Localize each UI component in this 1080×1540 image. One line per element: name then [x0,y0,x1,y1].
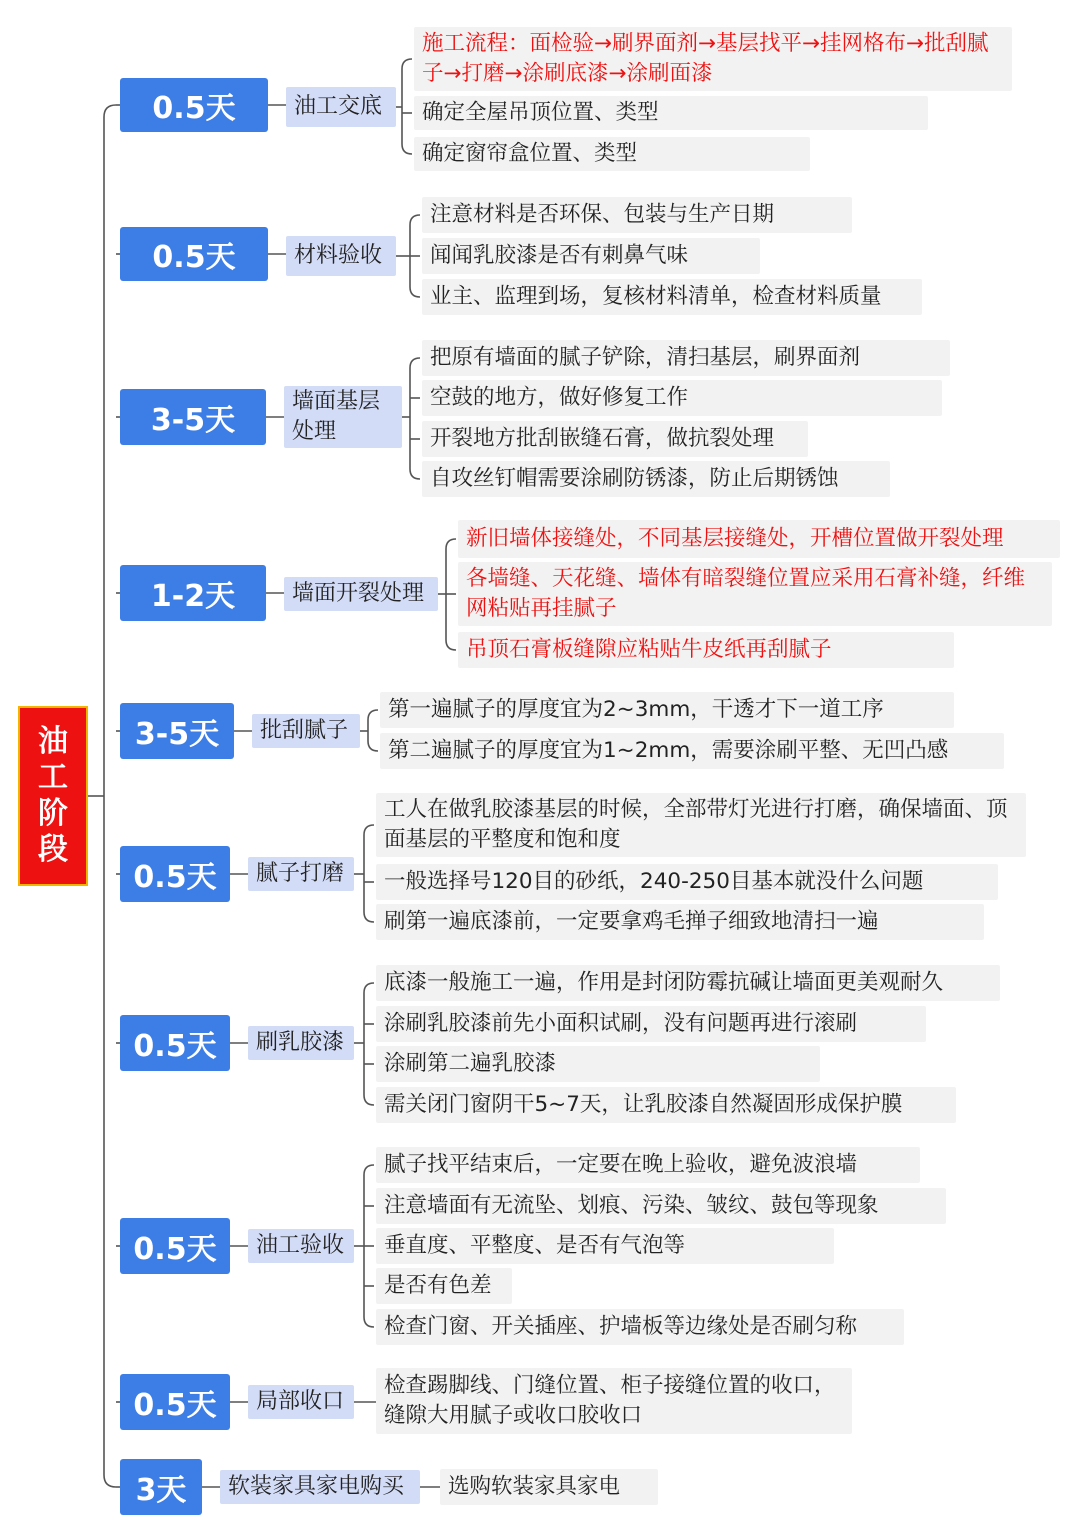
stage-name: 墙面基层处理 [284,386,402,448]
detail-note: 闻闻乳胶漆是否有刺鼻气味 [422,238,760,274]
leaf-bracket [364,825,374,922]
detail-note: 施工流程：面检验→刷界面剂→基层找平→挂网格布→批刮腻子→打磨→涂刷底漆→涂刷面漆 [414,27,1012,91]
duration-badge: 3-5天 [120,389,266,445]
duration-badge: 3天 [120,1459,202,1515]
stage-name: 软装家具家电购买 [220,1470,420,1504]
main-trunk-line [104,105,116,1487]
detail-note: 检查踢脚线、门缝位置、柜子接缝位置的收口，缝隙大用腻子或收口胶收口 [376,1368,852,1434]
duration-badge: 0.5天 [120,846,230,902]
detail-note: 底漆一般施工一遍，作用是封闭防霉抗碱让墙面更美观耐久 [376,965,1000,1001]
leaf-bracket [364,1165,374,1327]
detail-note: 腻子找平结束后，一定要在晚上验收，避免波浪墙 [376,1147,920,1183]
detail-note: 吊顶石膏板缝隙应粘贴牛皮纸再刮腻子 [458,632,954,668]
stage-name: 材料验收 [286,236,396,276]
duration-badge: 0.5天 [120,227,268,281]
stage-name: 墙面开裂处理 [284,577,438,611]
leaf-bracket [364,983,374,1105]
stage-name: 油工交底 [286,87,396,127]
leaf-bracket [410,215,420,297]
detail-note: 确定窗帘盒位置、类型 [414,137,810,171]
stage-name: 油工验收 [248,1229,354,1263]
detail-note: 新旧墙体接缝处，不同基层接缝处，开槽位置做开裂处理 [458,520,1060,558]
detail-note: 空鼓的地方，做好修复工作 [422,380,942,416]
detail-note: 自攻丝钉帽需要涂刷防锈漆，防止后期锈蚀 [422,461,890,497]
duration-badge: 1-2天 [120,565,266,621]
stage-name: 腻子打磨 [248,857,354,891]
detail-note: 把原有墙面的腻子铲除，清扫基层，刷界面剂 [422,340,950,376]
duration-badge: 0.5天 [120,1015,230,1071]
leaf-bracket [402,59,412,154]
detail-note: 各墙缝、天花缝、墙体有暗裂缝位置应采用石膏补缝，纤维网粘贴再挂腻子 [458,562,1052,626]
detail-note: 涂刷第二遍乳胶漆 [376,1046,820,1082]
root-node-title: 油 工 阶 段 [18,706,88,886]
detail-note: 刷第一遍底漆前，一定要拿鸡毛掸子细致地清扫一遍 [376,904,984,940]
duration-badge: 0.5天 [120,1218,230,1274]
detail-note: 确定全屋吊顶位置、类型 [414,96,928,130]
leaf-bracket [446,539,456,650]
detail-note: 开裂地方批刮嵌缝石膏，做抗裂处理 [422,421,808,457]
detail-note: 一般选择号120目的砂纸，240-250目基本就没什么问题 [376,864,998,900]
detail-note: 注意墙面有无流坠、划痕、污染、皱纹、鼓包等现象 [376,1188,946,1224]
detail-note: 涂刷乳胶漆前先小面积试刷，没有问题再进行滚刷 [376,1006,926,1042]
detail-note: 检查门窗、开关插座、护墙板等边缘处是否刷匀称 [376,1309,904,1345]
duration-badge: 0.5天 [120,78,268,132]
detail-note: 第一遍腻子的厚度宜为2~3mm，干透才下一道工序 [380,692,954,728]
detail-note: 选购软装家具家电 [440,1469,658,1505]
leaf-bracket [410,358,420,479]
detail-note: 业主、监理到场，复核材料清单，检查材料质量 [422,279,922,315]
stage-name: 批刮腻子 [252,714,360,748]
detail-note: 需关闭门窗阴干5~7天，让乳胶漆自然凝固形成保护膜 [376,1087,956,1123]
detail-note: 工人在做乳胶漆基层的时候，全部带灯光进行打磨，确保墙面、顶面基层的平整度和饱和度 [376,793,1026,857]
stage-name: 刷乳胶漆 [248,1026,354,1060]
detail-note: 是否有色差 [376,1268,512,1304]
duration-badge: 0.5天 [120,1374,230,1430]
detail-note: 垂直度、平整度、是否有气泡等 [376,1228,834,1264]
detail-note: 第二遍腻子的厚度宜为1~2mm，需要涂刷平整、无凹凸感 [380,733,1004,769]
stage-name: 局部收口 [248,1385,354,1419]
leaf-bracket [368,710,378,751]
duration-badge: 3-5天 [120,703,234,759]
detail-note: 注意材料是否环保、包装与生产日期 [422,197,852,233]
